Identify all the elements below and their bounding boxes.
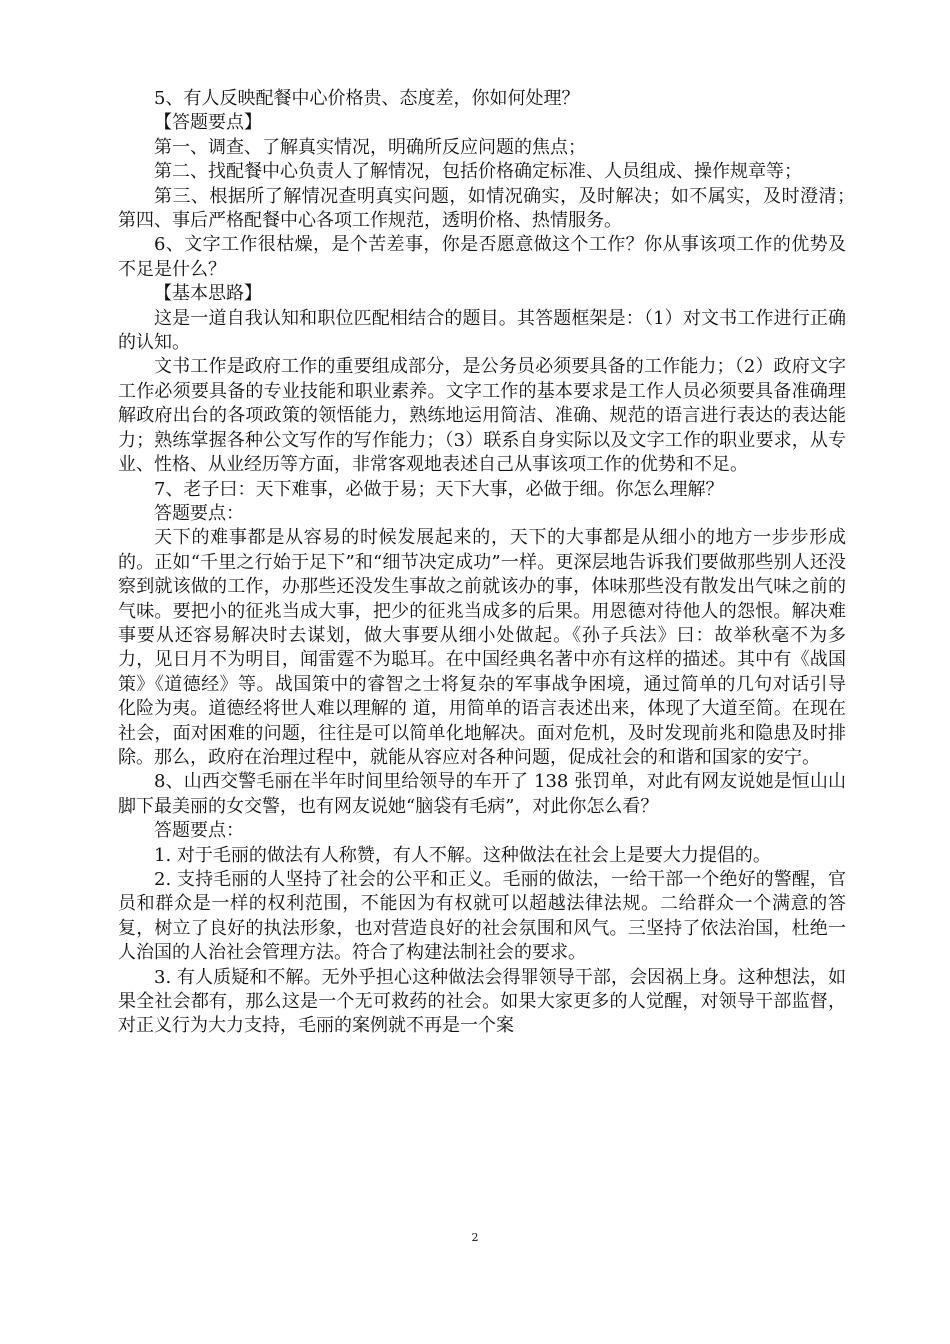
basic-idea-paragraph: 这是一道自我认知和职位匹配相结合的题目。其答题框架是：（1）对文书工作进行正确的认知。	[118, 307, 846, 354]
answer-point-2: 第二、找配餐中心负责人了解情况，包括价格确定标准、人员组成、操作规章等；	[154, 161, 802, 183]
paperwork-paragraph: 文书工作是政府工作的重要组成部分，是公务员必须要具备的工作能力；（2）政府文字工作必须要具备的专业技能和职业素养。文字工作的基本要求是工作人员必须要具备准确理解政府出台的各项政策的领悟能力，熟练地运用简洁、准确、规范的语言进行表达的表达能力；熟练掌握各种公文写作的写作能力；（3）联系自身实际以及文字工作的职业要求，从专业、性格、从业经历等方面，非常客观地表述自己从事该项工作的优势和不足。	[118, 356, 846, 476]
question-7: 7、老子曰：天下难事，必做于易；天下大事，必做于细。你怎么理解？	[154, 478, 724, 500]
answer-heading: 答题要点：	[154, 820, 244, 842]
answer-item-1: 1. 对于毛丽的做法有人称赞，有人不解。这种做法在社会上是要大力提倡的。	[154, 844, 771, 866]
answer-item-2: 2. 支持毛丽的人坚持了社会的公平和正义。毛丽的做法，一给干部一个绝好的警醒，官员和群众是一样的权利范围，不能因为有权就可以超越法律法规。二给群众一个满意的答复，树立了良好的执法形象，也对营造良好的社会氛围和风气。三坚持了依法治国，杜绝一人治国的人治社会管理方法。符合了构建法制社会的要求。	[118, 869, 846, 964]
answer-heading: 答题要点：	[154, 502, 244, 524]
question-8: 8、山西交警毛丽在半年时间里给领导的车开了 138 张罚单，对此有网友说她是恒山山脚下最美丽的女交警，也有网友说她“脑袋有毛病”，对此你怎么看？	[118, 771, 846, 817]
laozi-answer-paragraph: 天下的难事都是从容易的时候发展起来的，天下的大事都是从细小的地方一步步形成的。正如“千里之行始于足下”和“细节决定成功”一样。更深层地告诉我们要做那些别人还没察到就该做的工作，办那些还没发生事故之前就该办的事，体味那些没有散发出气味之前的气味。要把小的征兆当成大事，把少的征兆当成多的后果。用恩德对待他人的怨恨。解决难事要从还容易解决时去谋划，做大事要从细小处做起。《孙子兵法》曰：故举秋毫不为多力，见日月不为明目，闻雷霆不为聪耳。在中国经典名著中亦有这样的描述。其中有《战国策》《道德经》等。战国策中的睿智之士将复杂的军事战争困境，通过简单的几句对话引导化险为夷。道德经将世人难以理解的 道，用简单的语言表述出来，体现了大道至简。在现在社会，面对困难的问题，往往是可以简单化地解决。面对危机，及时发现前兆和隐患及时排除。那么，政府在治理过程中，就能从容应对各种问题，促成社会的和谐和国家的安宁。	[118, 527, 846, 768]
answer-point-1: 第一、调查、了解真实情况，明确所反应问题的焦点；	[154, 136, 586, 158]
page-number: 2	[471, 1231, 479, 1244]
question-5: 5、有人反映配餐中心价格贵、态度差，你如何处理？	[154, 88, 580, 109]
question-6: 6、文字工作很枯燥，是个苦差事，你是否愿意做这个工作？你从事该项工作的优势及不足是什么？	[118, 234, 846, 280]
answer-point-3-4: 第三、根据所了解情况查明真实问题，如情况确实，及时解决；如不属实，及时澄清； 第四、事后严格配餐中心各项工作规范，透明价格、热情服务。	[118, 185, 864, 232]
answer-item-3: 3. 有人质疑和不解。无外乎担心这种做法会得罪领导干部，会因祸上身。这种想法，如果全社会都有，那么这是一个无可救药的社会。如果大家更多的人觉醒，对领导干部监督，对正义行为大力支持，毛丽的案例就不再是一个案	[118, 966, 846, 1037]
answer-heading: 【答题要点】	[154, 112, 262, 134]
document-body	[118, 87, 864, 1039]
basic-idea-heading: 【基本思路】	[154, 283, 262, 305]
